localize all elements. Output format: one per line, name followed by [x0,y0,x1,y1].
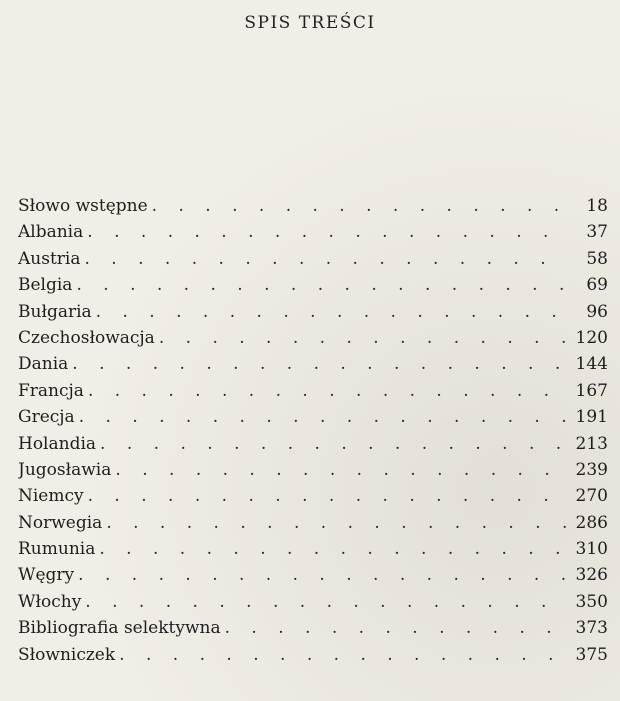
page-title: SPIS TREŚCI [244,13,376,33]
dot-leader [72,354,568,374]
toc-entry-page: 37 [586,222,608,243]
toc-entry [18,407,608,433]
toc-entry-page: 18 [586,196,608,216]
toc-entry [18,328,608,354]
toc-entry-page: 270 [575,486,608,507]
dot-leader [100,434,568,454]
toc-entry [18,513,608,539]
dot-leader [96,302,568,322]
toc-entry-page: 144 [575,354,608,375]
toc-entry [18,486,608,512]
toc-entry-page: 350 [575,591,608,612]
dot-leader [88,381,568,401]
toc-entry-name: Słowo wstępne [18,196,148,216]
toc-entry-name: Bułgaria [18,301,92,322]
toc-entry-page: 310 [575,539,608,560]
toc-entry [18,249,608,275]
toc-entry-name: Czechosłowacja [18,327,155,348]
dot-leader [76,275,568,295]
toc-entry-name: Belgia [18,275,73,296]
toc-entry-name: Rumunia [18,539,96,560]
toc-entry [18,275,608,301]
toc-entry-name: Norwegia [18,512,103,533]
table-of-contents [18,196,608,671]
toc-entry [18,460,608,486]
toc-entry [18,592,608,618]
toc-entry-name: Dania [18,354,69,375]
dot-leader [78,565,568,585]
dot-leader [115,460,568,480]
toc-entry-page: 239 [575,459,608,480]
toc-entry [18,539,608,565]
dot-leader [225,618,568,638]
dot-leader [119,645,568,665]
dot-leader [159,328,568,348]
dot-leader [85,592,568,612]
toc-entry [18,381,608,407]
toc-entry-name: Grecja [18,407,75,428]
toc-entry [18,434,608,460]
toc-entry [18,354,608,380]
dot-leader [106,513,568,533]
toc-entry-name: Słowniczek [18,644,116,665]
toc-entry [18,302,608,328]
toc-entry-name: Albania [18,222,84,243]
dot-leader [99,539,568,559]
toc-entry-name: Bibliografia selektywna [18,618,221,639]
toc-entry-page: 58 [586,248,608,269]
toc-entry [18,645,608,671]
toc-entry-name: Włochy [18,591,82,612]
toc-entry-page: 213 [575,433,608,454]
toc-entry-page: 120 [575,327,608,348]
toc-entry [18,565,608,591]
toc-entry-page: 96 [586,301,608,322]
toc-entry-name: Francja [18,380,84,401]
toc-entry-page: 286 [575,512,608,533]
dot-leader [84,249,568,269]
dot-leader [87,222,568,242]
toc-entry-page: 373 [575,618,608,639]
toc-entry-name: Jugosławia [18,459,112,480]
toc-entry-name: Holandia [18,433,97,454]
toc-entry [18,618,608,644]
toc-entry [18,196,608,222]
toc-entry-page: 375 [575,644,608,665]
dot-leader [88,486,568,506]
toc-entry-page: 167 [575,380,608,401]
dot-leader [79,407,568,427]
toc-entry-page: 326 [575,565,608,586]
dot-leader [152,196,568,216]
toc-entry-name: Węgry [18,565,75,586]
toc-entry-page: 191 [575,407,608,428]
toc-entry-page: 69 [586,275,608,296]
toc-entry-name: Niemcy [18,486,84,507]
toc-entry-name: Austria [18,248,81,269]
toc-entry [18,222,608,248]
